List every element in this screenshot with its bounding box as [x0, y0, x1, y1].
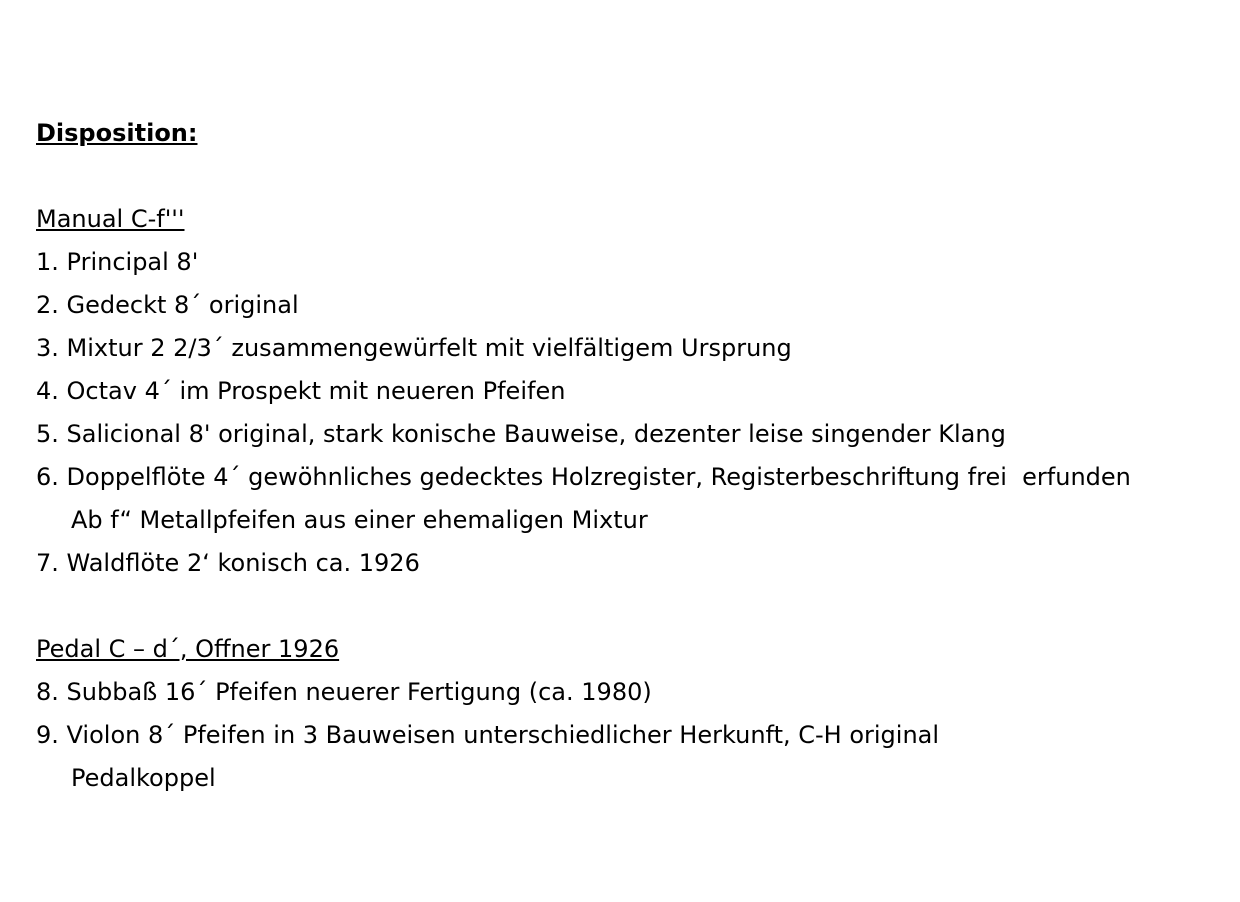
manual-stop-6: 6. Doppelflöte 4´ gewöhnliches gedecktes Holzregister, Registerbeschriftung frei erfunden: [36, 463, 1131, 491]
spacer: [36, 585, 1226, 628]
manual-heading: Manual C-f''': [36, 205, 185, 233]
manual-stop-7: 7. Waldflöte 2‘ konisch ca. 1926: [36, 549, 420, 577]
manual-stop-5: 5. Salicional 8' original, stark konische Bauweise, dezenter leise singender Klang: [36, 420, 1006, 448]
pedal-stop-9: 9. Violon 8´ Pfeifen in 3 Bauweisen unterschiedlicher Herkunft, C-H original: [36, 721, 940, 749]
document-title: Disposition:: [36, 119, 198, 147]
manual-stop-4: 4. Octav 4´ im Prospekt mit neueren Pfeifen: [36, 377, 566, 405]
pedal-heading: Pedal C – d´, Offner 1926: [36, 635, 340, 663]
manual-stop-3: 3. Mixtur 2 2/3´ zusammengewürfelt mit vielfältigem Ursprung: [36, 334, 792, 362]
pedal-stop-8: 8. Subbaß 16´ Pfeifen neuerer Fertigung (ca. 1980): [36, 678, 652, 706]
manual-stop-6-note: Ab f“ Metallpfeifen aus einer ehemaligen Mixtur: [71, 506, 648, 534]
spacer: [36, 155, 1226, 198]
manual-stop-1: 1. Principal 8': [36, 248, 199, 276]
pedal-coupler: Pedalkoppel: [71, 764, 216, 792]
manual-stop-2: 2. Gedeckt 8´ original: [36, 291, 299, 319]
document-page: [36, 112, 1226, 800]
